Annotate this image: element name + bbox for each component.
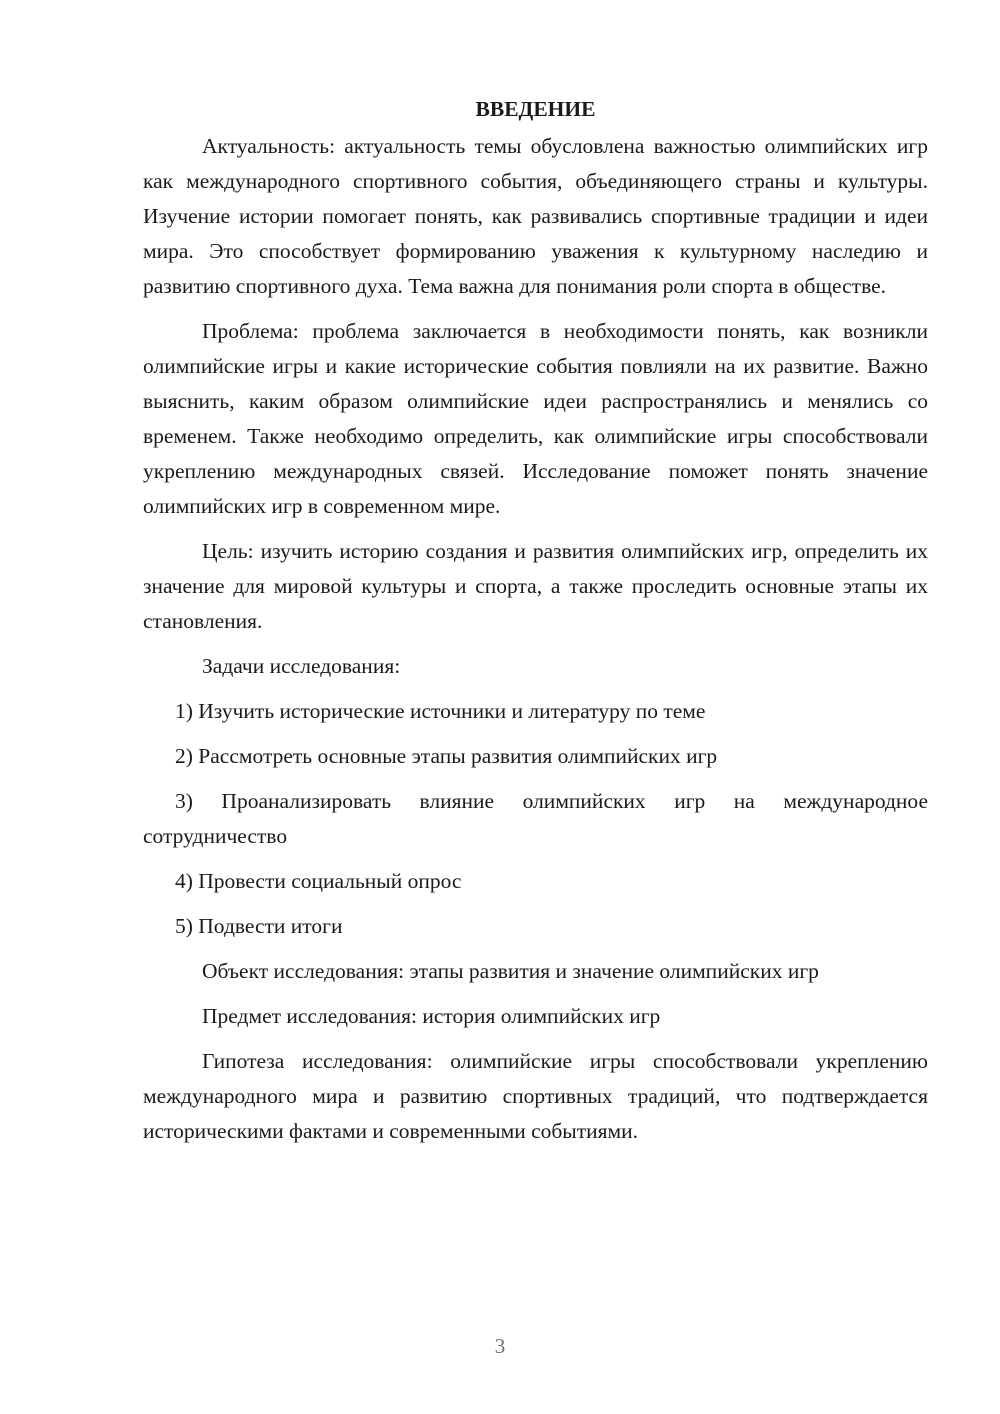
task-item-2: 2) Рассмотреть основные этапы развития олимпийских игр bbox=[175, 744, 718, 768]
paragraph-relevance: Актуальность: актуальность темы обусловлена важностью олимпийских игр как международного спортивного события, объединяющего страны и культуры. Изучение истории помогает понять, как развивались спортивные традиции и идеи мира. Это способствует формированию уважения к культурному наследию и развитию спортивного духа. Тема важна для понимания роли спорта в обществе. bbox=[143, 134, 928, 298]
tasks-heading: Задачи исследования: bbox=[202, 654, 401, 678]
task-item-3: 3) Проанализировать влияние олимпийских игр на международное сотрудничество bbox=[143, 789, 928, 848]
paragraph-subject: Предмет исследования: история олимпийских игр bbox=[202, 1004, 661, 1028]
paragraph-problem: Проблема: проблема заключается в необходимости понять, как возникли олимпийские игры и какие исторические события повлияли на их развитие. Важно выяснить, каким образом олимпийские идеи распространялись и менялись со временем. Также необходимо определить, как олимпийские игры способствовали укреплению международных связей. Исследование поможет понять значение олимпийских игр в современном мире. bbox=[143, 319, 928, 518]
paragraph-goal: Цель: изучить историю создания и развития олимпийских игр, определить их значение для мировой культуры и спорта, а также проследить основные этапы их становления. bbox=[143, 539, 928, 633]
page-title: ВВЕДЕНИЕ bbox=[475, 97, 596, 121]
paragraph-object: Объект исследования: этапы развития и значение олимпийских игр bbox=[202, 959, 819, 983]
task-item-5: 5) Подвести итоги bbox=[175, 914, 343, 938]
document-page bbox=[143, 92, 928, 1159]
page-number: 3 bbox=[494, 1334, 506, 1358]
task-item-1: 1) Изучить исторические источники и литературу по теме bbox=[175, 699, 706, 723]
task-item-4: 4) Провести социальный опрос bbox=[175, 869, 462, 893]
paragraph-hypothesis: Гипотеза исследования: олимпийские игры способствовали укреплению международного мира и развитию спортивных традиций, что подтверждается историческими фактами и современными событиями. bbox=[143, 1049, 928, 1143]
